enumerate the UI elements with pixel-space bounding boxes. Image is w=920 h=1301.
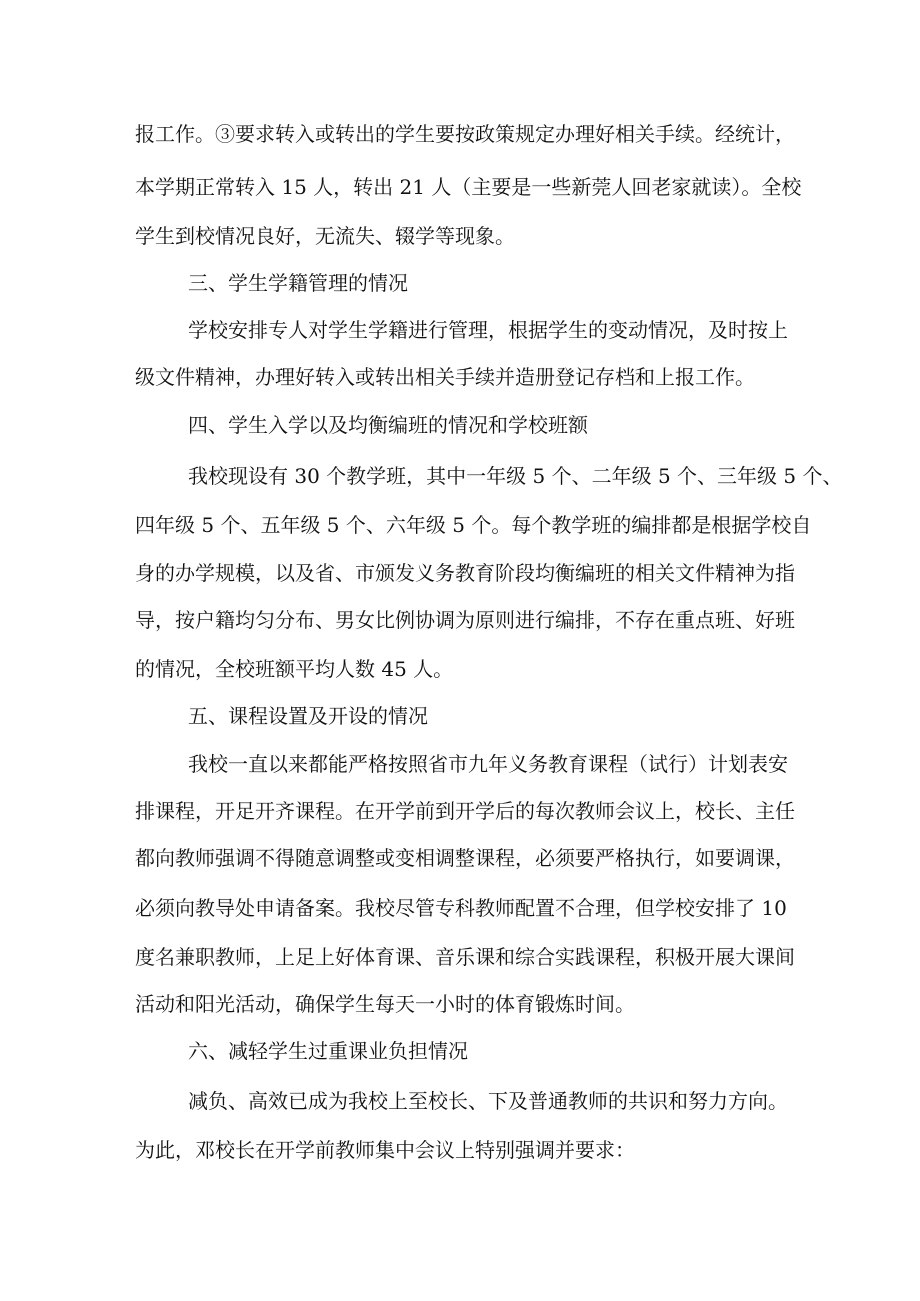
section-heading: 五、课程设置及开设的情况 (188, 704, 428, 728)
paragraph-line: 都向教师强调不得随意调整或变相调整课程，必须要严格执行，如要调课， (135, 846, 795, 870)
paragraph-line: 身的办学规模，以及省、市颁发义务教育阶段均衡编班的相关文件精神为指 (135, 561, 795, 585)
paragraph-line: 学生到校情况良好，无流失、辍学等现象。 (135, 224, 515, 248)
section-heading: 六、减轻学生过重课业负担情况 (188, 1039, 468, 1063)
paragraph-line: 四年级 5 个、五年级 5 个、六年级 5 个。每个教学班的编排都是根据学校自 (135, 513, 812, 537)
paragraph-line: 导，按户籍均匀分布、男女比例协调为原则进行编排，不存在重点班、好班 (135, 608, 795, 632)
paragraph-line: 活动和阳光活动，确保学生每天一小时的体育锻炼时间。 (135, 992, 635, 1016)
section-heading: 四、学生入学以及均衡编班的情况和学校班额 (188, 413, 588, 437)
paragraph-line: 的情况，全校班额平均人数 45 人。 (135, 657, 454, 681)
paragraph-line: 度名兼职教师，上足上好体育课、音乐课和综合实践课程，积极开展大课间 (135, 945, 795, 969)
section-heading: 三、学生学籍管理的情况 (188, 271, 408, 295)
paragraph-line: 我校一直以来都能严格按照省市九年义务教育课程（试行）计划表安 (188, 752, 788, 776)
paragraph-line: 排课程，开足开齐课程。在开学前到开学后的每次教师会议上，校长、主任 (135, 799, 795, 823)
paragraph-line: 级文件精神，办理好转入或转出相关手续并造册登记存档和上报工作。 (135, 365, 755, 389)
paragraph-line: 本学期正常转入 15 人，转出 21 人（主要是一些新莞人回老家就读）。全校 (135, 175, 802, 199)
paragraph-line: 学校安排专人对学生学籍进行管理，根据学生的变动情况，及时按上 (188, 318, 788, 342)
paragraph-line: 报工作。③要求转入或转出的学生要按政策规定办理好相关手续。经统计， (135, 122, 795, 146)
paragraph-line: 减负、高效已成为我校上至校长、下及普通教师的共识和努力方向。 (188, 1089, 788, 1113)
paragraph-line: 为此，邓校长在开学前教师集中会议上特别强调并要求： (135, 1138, 635, 1162)
paragraph-line: 我校现设有 30 个教学班，其中一年级 5 个、二年级 5 个、三年级 5 个、 (188, 464, 843, 488)
paragraph-line: 必须向教导处申请备案。我校尽管专科教师配置不合理，但学校安排了 10 (135, 896, 787, 920)
